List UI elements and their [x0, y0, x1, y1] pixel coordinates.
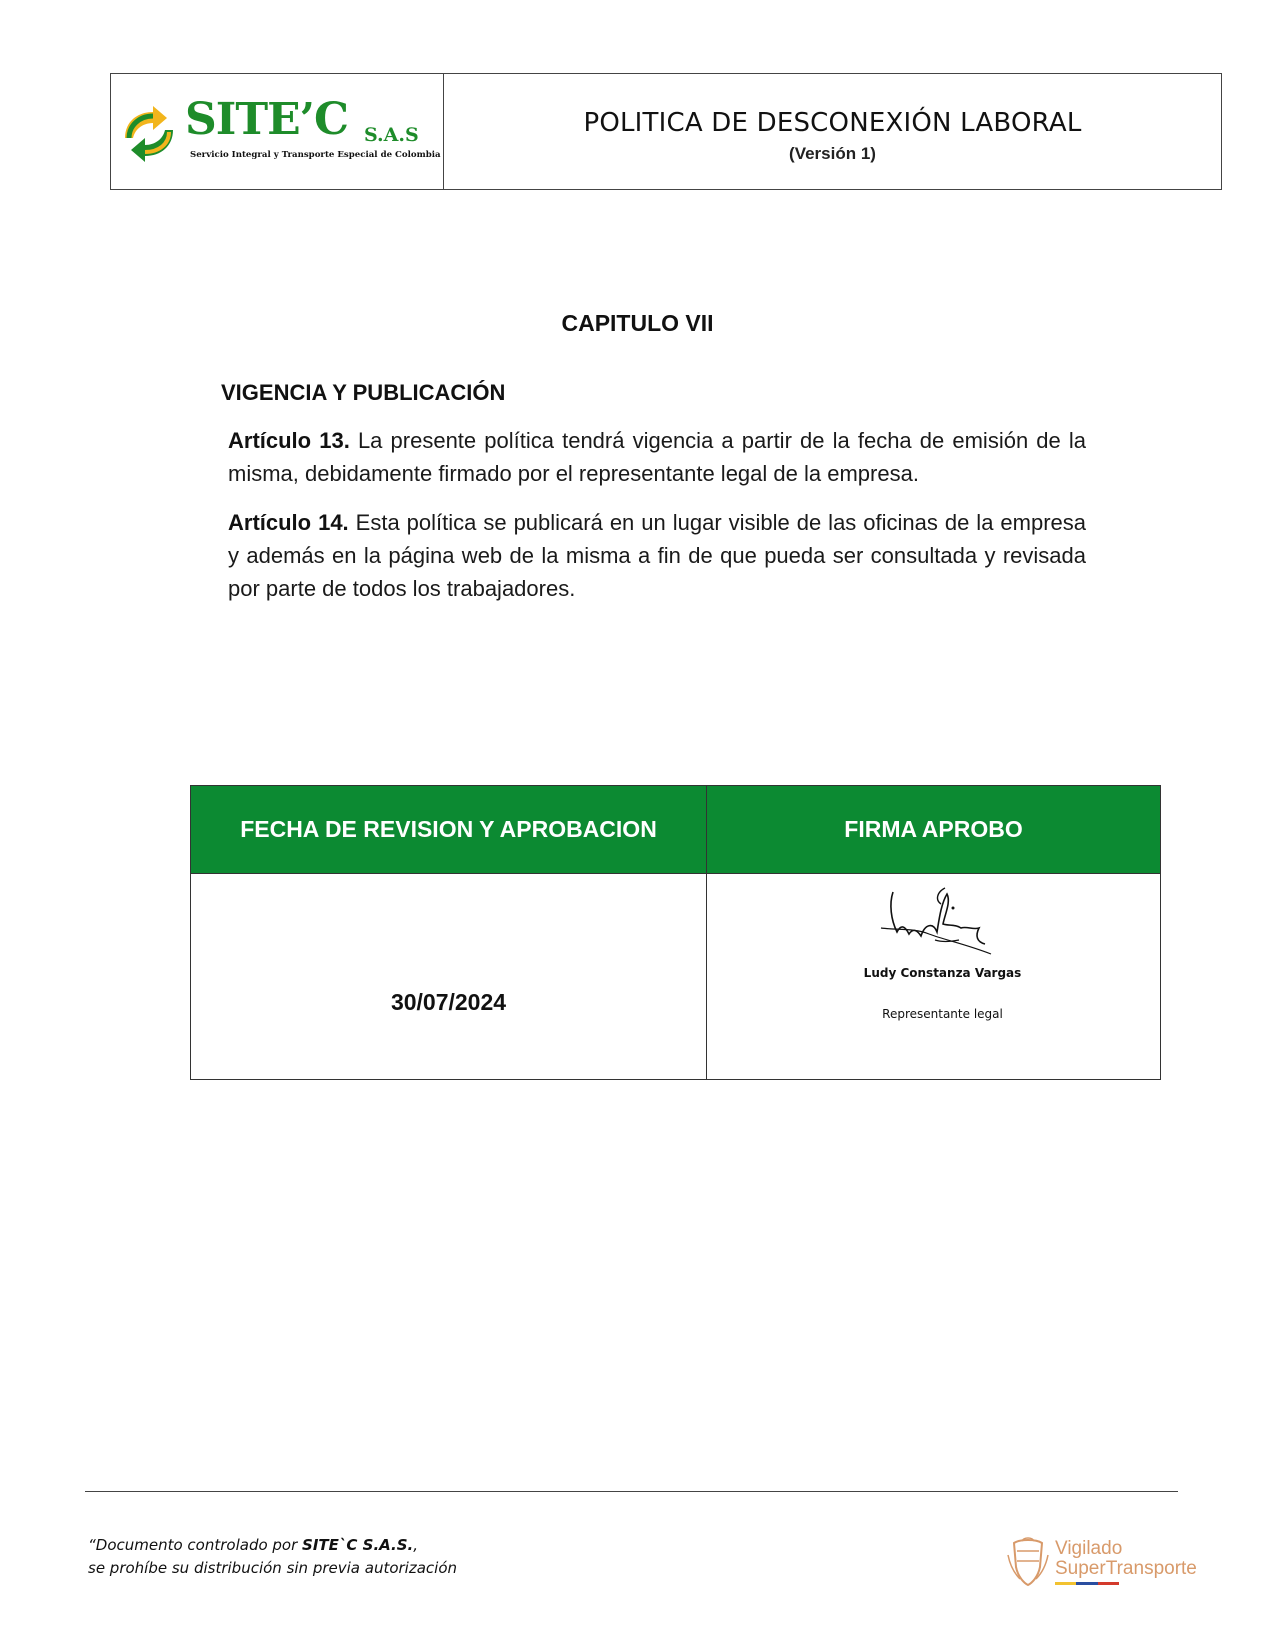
article-13	[228, 424, 1086, 490]
footer-note-suffix: ,	[413, 1536, 419, 1554]
document-title: POLITICA DE DESCONEXIÓN LABORAL	[583, 107, 1082, 138]
approval-date: 30/07/2024	[390, 989, 507, 1015]
article-14-label: Artículo 14.	[228, 510, 349, 535]
approval-table-row	[191, 873, 1160, 1080]
signer-name: Ludy Constanza Vargas	[863, 966, 1022, 980]
footer-note-prefix: “Documento controlado por	[88, 1536, 303, 1554]
header-review-date: FECHA DE REVISION Y APROBACION	[240, 816, 657, 842]
chapter-heading: CAPITULO VII	[561, 310, 714, 336]
footer-note-company: SITE`C S.A.S.	[302, 1536, 414, 1554]
footer-note-line1	[88, 1534, 457, 1557]
logo-tagline: Servicio Integral y Transporte Especial de Colombia	[190, 150, 441, 160]
document-version: (Versión 1)	[789, 143, 876, 163]
recycle-arrows-icon	[119, 104, 179, 164]
approval-table-header	[191, 786, 1160, 873]
header-signature: FIRMA APROBO	[706, 786, 1160, 873]
article-13-label: Artículo 13.	[228, 428, 350, 453]
header-title-cell	[444, 74, 1221, 189]
footer-divider	[85, 1491, 1178, 1492]
logo-wordmark: SITE’C	[185, 94, 348, 145]
signer-role: Representante legal	[882, 1007, 1003, 1021]
colombia-coat-of-arms-icon	[1006, 1537, 1050, 1587]
company-logo	[111, 74, 444, 189]
article-14	[228, 506, 1086, 605]
article-13-text: La presente política tendrá vigencia a partir de la fecha de emisión de la misma, debidamente firmado por el representante legal de la empresa.	[228, 428, 1087, 486]
section-heading: VIGENCIA Y PUBLICACIÓN	[221, 380, 506, 405]
vigilado-label: Vigilado	[1055, 1538, 1123, 1559]
handwritten-signature	[875, 884, 995, 959]
article-14-text: Esta política se publicará en un lugar visible de las oficinas de la empresa y además en la página web de la misma a fin de que pueda ser consultada y revisada por parte de todos los trabajadores.	[228, 510, 1087, 601]
supertransporte-label: SuperTransporte	[1055, 1558, 1197, 1579]
footer-note	[88, 1534, 457, 1580]
logo-suffix: S.A.S	[364, 124, 419, 146]
document-header	[110, 73, 1222, 190]
footer-note-line2: se prohíbe su distribución sin previa autorización	[88, 1559, 458, 1577]
colombia-flag-bar	[1055, 1582, 1119, 1585]
approval-table	[190, 785, 1161, 1080]
signature-cell	[706, 874, 1160, 1080]
